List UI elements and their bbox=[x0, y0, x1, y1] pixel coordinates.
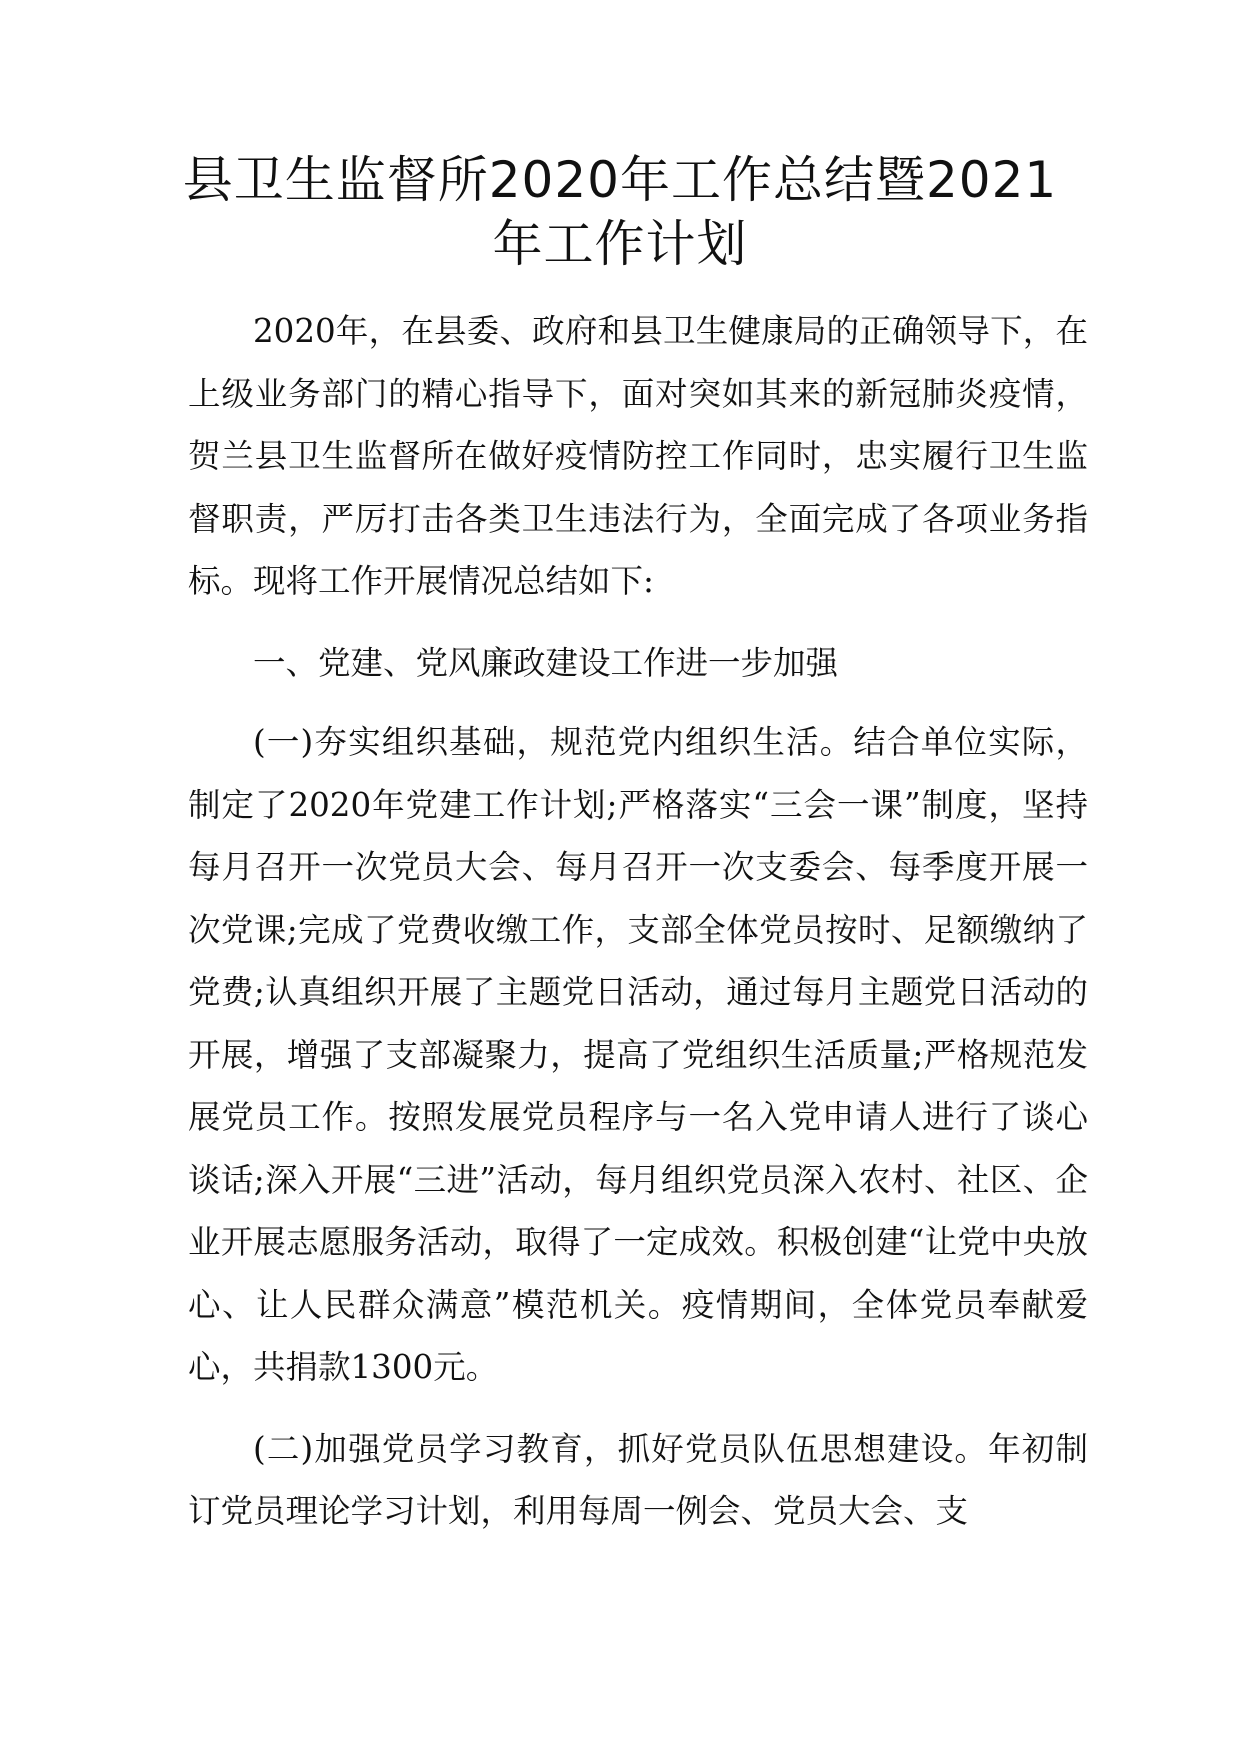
intro-paragraph: 2020年，在县委、政府和县卫生健康局的正确领导下，在上级业务部门的精心指导下，面对突如其来的新冠肺炎疫情，贺兰县卫生监督所在做好疫情防控工作同时，忠实履行卫生监督职责，严厉打击各类卫生违法行为，全面完成了各项业务指标。现将工作开展情况总结如下: bbox=[188, 312, 1088, 600]
subsection-paragraph-1: (一)夯实组织基础，规范党内组织生活。结合单位实际，制定了2020年党建工作计划;严格落实“三会一课”制度，坚持每月召开一次党员大会、每月召开一次支委会、每季度开展一次党课;完成了党费收缴工作，支部全体党员按时、足额缴纳了党费;认真组织开展了主题党日活动，通过每月主题党日活动的开展，增强了支部凝聚力，提高了党组织生活质量;严格规范发展党员工作。按照发展党员程序与一名入党申请人进行了谈心谈话;深入开展“三进”活动，每月组织党员深入农村、社区、企业开展志愿服务活动，取得了一定成效。积极创建“让党中央放心、让人民群众满意”模范机关。疫情期间，全体党员奉献爱心，共捐款1300元。 bbox=[188, 723, 1088, 1386]
subsection-paragraph-2: (二)加强党员学习教育，抓好党员队伍思想建设。年初制订党员理论学习计划，利用每周一例会、党员大会、支 bbox=[188, 1429, 1088, 1530]
section-heading-1: 一、党建、党风廉政建设工作进一步加强 bbox=[253, 643, 839, 682]
title-line-1: 县卫生监督所2020年工作总结暨2021 bbox=[182, 151, 1058, 209]
title-line-2: 年工作计划 bbox=[492, 215, 748, 273]
document-title bbox=[150, 148, 1090, 276]
document-body bbox=[188, 300, 1088, 1543]
